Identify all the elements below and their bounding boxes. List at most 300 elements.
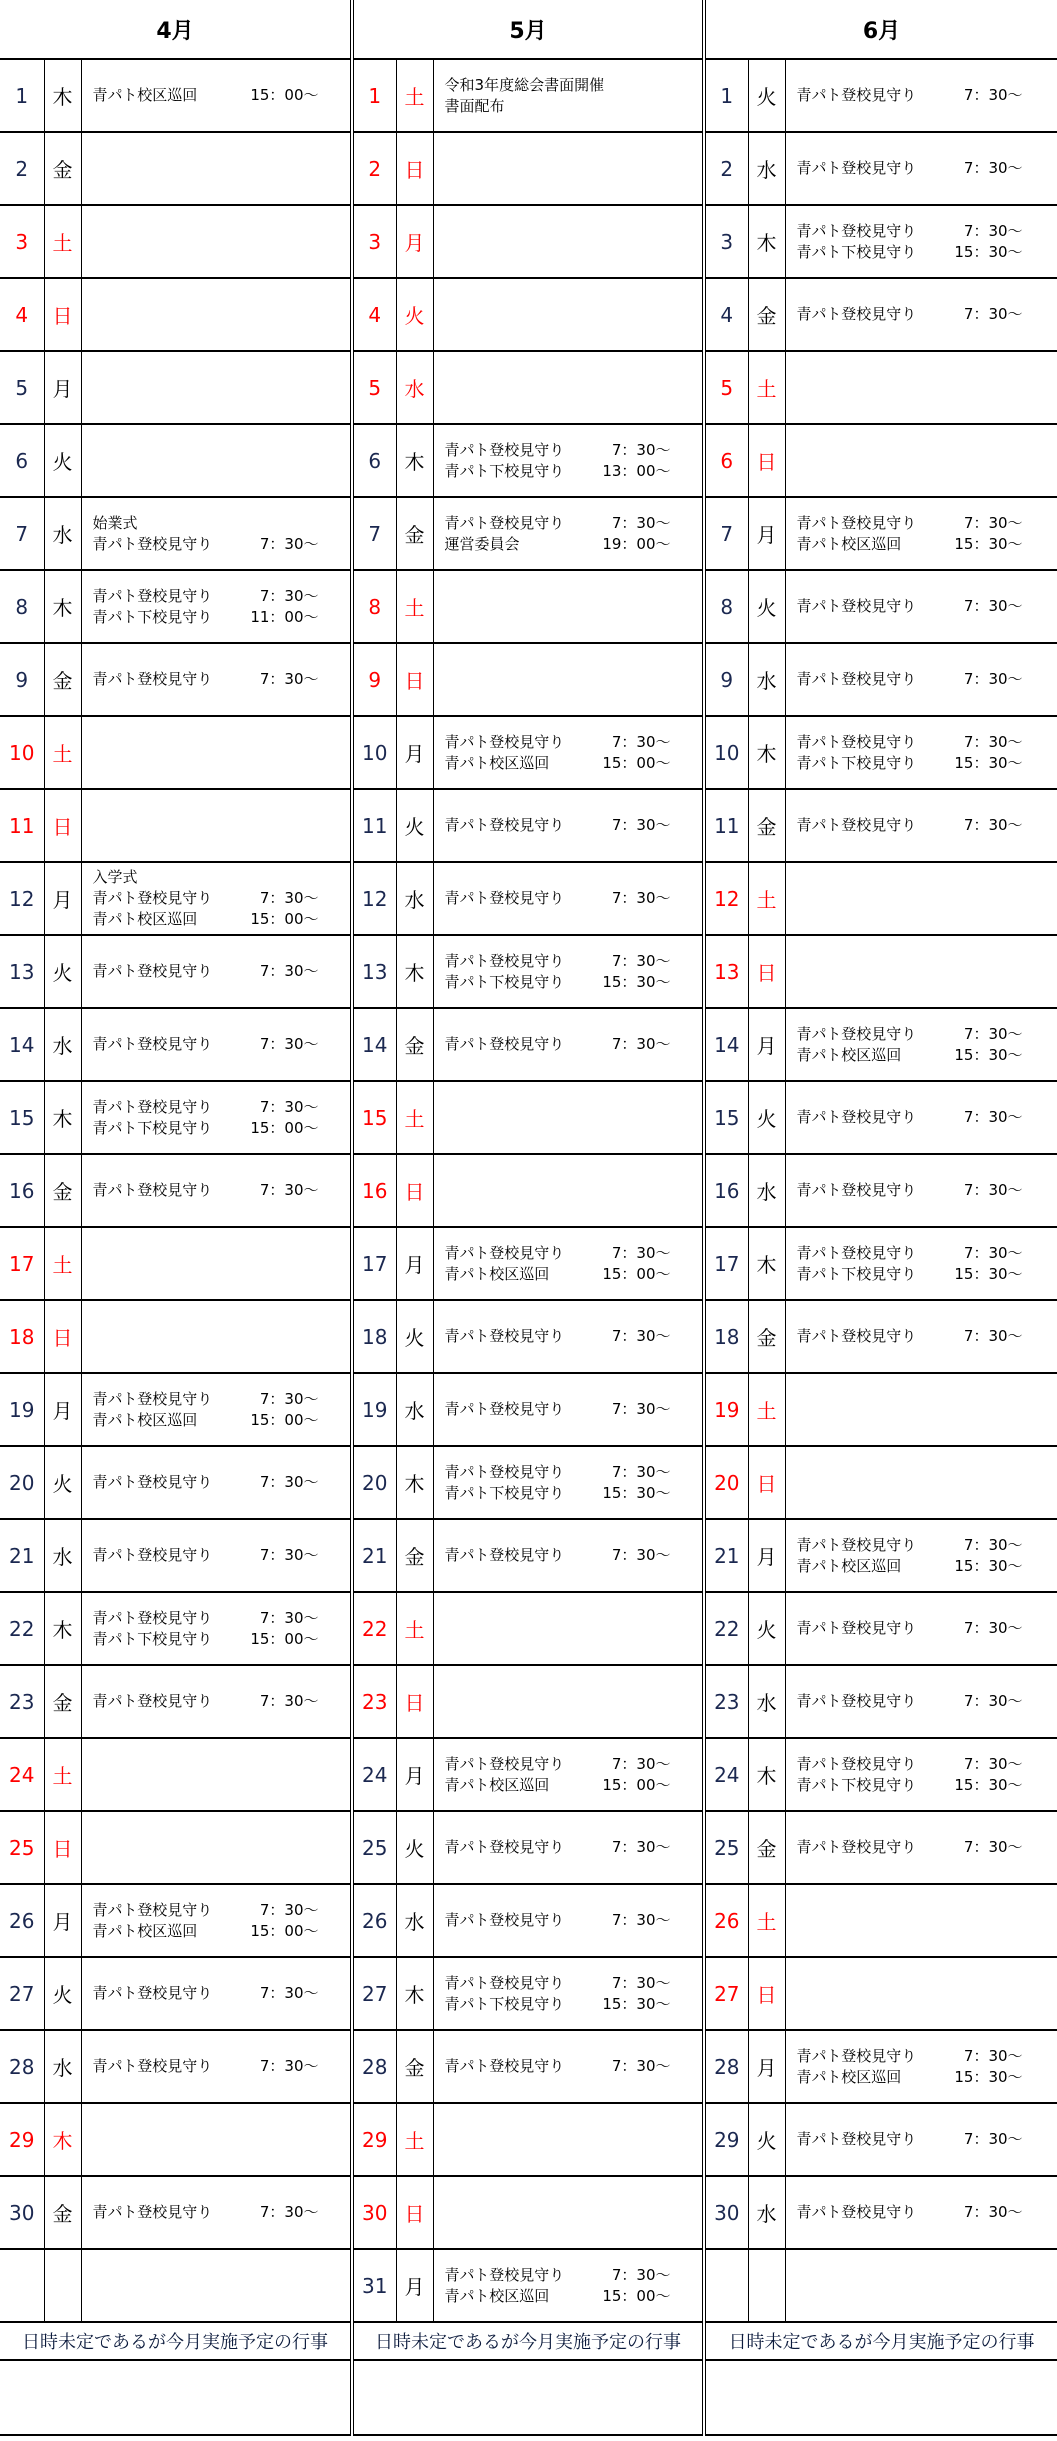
event-line bbox=[445, 534, 703, 555]
day-number: 1 bbox=[352, 59, 396, 132]
event-line bbox=[93, 1545, 351, 1566]
day-number: 15 bbox=[352, 1081, 396, 1154]
event-name: 青パト登校見守り bbox=[796, 816, 917, 834]
weekday: 火 bbox=[748, 59, 785, 132]
day-number: 14 bbox=[0, 1008, 44, 1081]
event-name: 青パト登校見守り bbox=[444, 732, 565, 751]
event-name: 青パト登校見守り bbox=[92, 1546, 213, 1564]
day-number: 26 bbox=[352, 1884, 396, 1957]
weekday: 金 bbox=[396, 1519, 433, 1592]
event-time: 7：30～ bbox=[611, 732, 671, 751]
event-name: 青パト下校見守り bbox=[444, 1994, 565, 2013]
event-name: 青パト下校見守り bbox=[796, 1775, 917, 1794]
weekday: 水 bbox=[748, 643, 785, 716]
event-name: 青パト登校見守り bbox=[92, 670, 213, 688]
day-number: 17 bbox=[352, 1227, 396, 1300]
day-number: 12 bbox=[0, 862, 44, 935]
event-line bbox=[797, 242, 1057, 263]
events-cell bbox=[81, 1227, 352, 1300]
event-line bbox=[797, 304, 1057, 325]
weekday: 日 bbox=[44, 789, 81, 862]
event-name: 青パト登校見守り bbox=[796, 2130, 917, 2148]
day-number: 17 bbox=[0, 1227, 44, 1300]
event-line bbox=[93, 1629, 351, 1650]
weekday: 金 bbox=[396, 497, 433, 570]
events-cell bbox=[433, 1665, 704, 1738]
day-number: 27 bbox=[704, 1957, 748, 2030]
event-time: 7：30～ bbox=[963, 159, 1023, 177]
events-cell bbox=[785, 205, 1057, 278]
events-cell bbox=[785, 1519, 1057, 1592]
day-row bbox=[0, 2103, 1057, 2176]
weekday: 土 bbox=[396, 1592, 433, 1665]
event-line bbox=[797, 1024, 1057, 1045]
day-number: 23 bbox=[0, 1665, 44, 1738]
weekday: 金 bbox=[396, 1008, 433, 1081]
event-line bbox=[797, 1754, 1057, 1775]
weekday: 月 bbox=[748, 497, 785, 570]
events-cell bbox=[81, 1300, 352, 1373]
event-line bbox=[797, 669, 1057, 690]
weekday: 土 bbox=[44, 1227, 81, 1300]
day-row bbox=[0, 1519, 1057, 1592]
events-cell bbox=[433, 1446, 704, 1519]
day-number bbox=[0, 2249, 44, 2322]
day-number: 9 bbox=[0, 643, 44, 716]
day-number: 4 bbox=[704, 278, 748, 351]
event-line bbox=[93, 1118, 351, 1139]
events-cell bbox=[433, 1227, 704, 1300]
day-number: 3 bbox=[0, 205, 44, 278]
weekday: 金 bbox=[748, 278, 785, 351]
event-line bbox=[93, 1097, 351, 1118]
event-time: 11：00～ bbox=[250, 607, 319, 626]
event-time: 7：30～ bbox=[259, 1546, 319, 1564]
day-number: 26 bbox=[704, 1884, 748, 1957]
events-cell bbox=[81, 1081, 352, 1154]
day-number: 27 bbox=[352, 1957, 396, 2030]
weekday: 金 bbox=[396, 2030, 433, 2103]
events-cell bbox=[785, 132, 1057, 205]
event-name: 青パト登校見守り bbox=[796, 305, 917, 323]
weekday: 水 bbox=[44, 1519, 81, 1592]
day-number: 25 bbox=[704, 1811, 748, 1884]
weekday: 火 bbox=[44, 935, 81, 1008]
event-line bbox=[797, 596, 1057, 617]
event-name: 入学式 bbox=[92, 868, 138, 886]
weekday: 金 bbox=[748, 1811, 785, 1884]
event-line bbox=[797, 753, 1057, 774]
event-name: 青パト登校見守り bbox=[444, 889, 565, 907]
events-cell bbox=[785, 643, 1057, 716]
day-number: 4 bbox=[352, 278, 396, 351]
event-line bbox=[797, 1180, 1057, 1201]
event-line bbox=[445, 1837, 703, 1858]
event-name: 青パト登校見守り bbox=[92, 1181, 213, 1199]
event-line bbox=[797, 2046, 1057, 2067]
day-number: 21 bbox=[0, 1519, 44, 1592]
events-cell bbox=[81, 132, 352, 205]
weekday: 木 bbox=[748, 1738, 785, 1811]
events-cell bbox=[81, 2249, 352, 2322]
day-row bbox=[0, 1300, 1057, 1373]
day-number: 15 bbox=[704, 1081, 748, 1154]
event-time: 7：30～ bbox=[963, 2203, 1023, 2221]
events-cell bbox=[785, 2249, 1057, 2322]
event-line bbox=[797, 221, 1057, 242]
events-cell bbox=[433, 59, 704, 132]
weekday: 月 bbox=[44, 1884, 81, 1957]
event-line bbox=[797, 1107, 1057, 1128]
events-cell bbox=[81, 1592, 352, 1665]
event-line bbox=[445, 2265, 703, 2286]
weekday: 土 bbox=[396, 570, 433, 643]
events-cell bbox=[81, 2176, 352, 2249]
event-line bbox=[797, 1691, 1057, 1712]
day-number: 13 bbox=[352, 935, 396, 1008]
day-number: 11 bbox=[704, 789, 748, 862]
day-number: 2 bbox=[352, 132, 396, 205]
weekday: 土 bbox=[396, 2103, 433, 2176]
weekday: 土 bbox=[44, 205, 81, 278]
weekday: 火 bbox=[44, 424, 81, 497]
events-cell bbox=[433, 1008, 704, 1081]
events-cell bbox=[81, 1519, 352, 1592]
events-cell bbox=[433, 570, 704, 643]
event-name: 青パト下校見守り bbox=[92, 1118, 213, 1137]
event-time: 7：30～ bbox=[963, 1181, 1023, 1199]
day-number: 8 bbox=[0, 570, 44, 643]
events-cell bbox=[81, 570, 352, 643]
event-time: 15：00～ bbox=[250, 1629, 319, 1648]
day-row bbox=[0, 1592, 1057, 1665]
event-line bbox=[797, 1837, 1057, 1858]
events-cell bbox=[785, 1592, 1057, 1665]
events-cell bbox=[81, 789, 352, 862]
events-cell bbox=[433, 424, 704, 497]
day-row bbox=[0, 59, 1057, 132]
event-time: 7：30～ bbox=[963, 1108, 1023, 1126]
event-name: 青パト登校見守り bbox=[444, 1546, 565, 1564]
events-cell bbox=[81, 2030, 352, 2103]
day-number: 6 bbox=[352, 424, 396, 497]
event-line bbox=[93, 1608, 351, 1629]
events-cell bbox=[81, 643, 352, 716]
day-number: 11 bbox=[0, 789, 44, 862]
event-line bbox=[797, 1775, 1057, 1796]
event-time: 7：30～ bbox=[611, 1546, 671, 1564]
event-name: 青パト下校見守り bbox=[444, 461, 565, 480]
events-cell bbox=[785, 1665, 1057, 1738]
event-name: 青パト登校見守り bbox=[92, 1473, 213, 1491]
weekday: 月 bbox=[44, 1373, 81, 1446]
event-name: 青パト下校見守り bbox=[796, 242, 917, 261]
day-number: 5 bbox=[352, 351, 396, 424]
event-name: 青パト下校見守り bbox=[796, 753, 917, 772]
events-cell bbox=[785, 2176, 1057, 2249]
events-cell bbox=[81, 1884, 352, 1957]
event-line bbox=[93, 607, 351, 628]
weekday: 土 bbox=[748, 1373, 785, 1446]
weekday: 木 bbox=[748, 716, 785, 789]
event-time: 7：30～ bbox=[259, 1608, 319, 1627]
weekday: 日 bbox=[396, 2176, 433, 2249]
day-number: 18 bbox=[352, 1300, 396, 1373]
event-time: 7：30～ bbox=[611, 1911, 671, 1929]
event-name: 青パト下校見守り bbox=[92, 1629, 213, 1648]
weekday: 日 bbox=[396, 643, 433, 716]
day-number: 29 bbox=[0, 2103, 44, 2176]
weekday: 水 bbox=[396, 862, 433, 935]
event-name: 青パト校区巡回 bbox=[444, 2286, 550, 2305]
day-row bbox=[0, 1884, 1057, 1957]
undetermined-events-label: 日時未定であるが今月実施予定の行事 bbox=[704, 2322, 1057, 2360]
weekday: 月 bbox=[396, 1227, 433, 1300]
event-time: 7：30～ bbox=[963, 670, 1023, 688]
weekday: 土 bbox=[396, 59, 433, 132]
day-number: 31 bbox=[352, 2249, 396, 2322]
day-number: 12 bbox=[704, 862, 748, 935]
weekday: 木 bbox=[44, 1081, 81, 1154]
weekday: 月 bbox=[44, 862, 81, 935]
event-name: 青パト登校見守り bbox=[444, 1973, 565, 1992]
event-name: 青パト登校見守り bbox=[444, 1754, 565, 1773]
day-row bbox=[0, 789, 1057, 862]
event-line bbox=[445, 2056, 703, 2077]
event-line bbox=[93, 586, 351, 607]
events-cell bbox=[785, 1154, 1057, 1227]
event-time: 15：30～ bbox=[602, 1994, 671, 2013]
event-time: 15：00～ bbox=[250, 1410, 319, 1429]
day-number: 30 bbox=[352, 2176, 396, 2249]
event-time: 7：30～ bbox=[259, 1984, 319, 2002]
event-line bbox=[797, 2202, 1057, 2223]
day-number: 21 bbox=[704, 1519, 748, 1592]
undetermined-events-label: 日時未定であるが今月実施予定の行事 bbox=[0, 2322, 352, 2360]
month-header-row bbox=[0, 0, 1057, 59]
day-row bbox=[0, 1081, 1057, 1154]
event-name: 青パト登校見守り bbox=[444, 2265, 565, 2284]
event-name: 青パト登校見守り bbox=[796, 732, 917, 751]
day-row bbox=[0, 1738, 1057, 1811]
day-number: 12 bbox=[352, 862, 396, 935]
events-cell bbox=[785, 2103, 1057, 2176]
event-name: 青パト登校見守り bbox=[92, 1097, 213, 1116]
events-cell bbox=[433, 497, 704, 570]
day-number: 24 bbox=[704, 1738, 748, 1811]
event-line bbox=[93, 669, 351, 690]
day-number: 19 bbox=[0, 1373, 44, 1446]
event-name: 青パト登校見守り bbox=[796, 1535, 917, 1554]
weekday: 木 bbox=[44, 2103, 81, 2176]
events-cell bbox=[785, 1373, 1057, 1446]
weekday: 月 bbox=[396, 2249, 433, 2322]
event-line bbox=[445, 1754, 703, 1775]
event-time: 7：30～ bbox=[259, 962, 319, 980]
day-row bbox=[0, 862, 1057, 935]
weekday: 金 bbox=[44, 1665, 81, 1738]
event-time: 7：30～ bbox=[259, 1097, 319, 1116]
event-time: 7：30～ bbox=[963, 221, 1023, 240]
day-number: 7 bbox=[352, 497, 396, 570]
events-cell bbox=[81, 59, 352, 132]
event-time: 7：30～ bbox=[963, 816, 1023, 834]
event-time: 7：30～ bbox=[963, 1024, 1023, 1043]
events-cell bbox=[785, 278, 1057, 351]
event-line bbox=[93, 2056, 351, 2077]
weekday: 火 bbox=[44, 1957, 81, 2030]
events-cell bbox=[81, 1957, 352, 2030]
weekday: 月 bbox=[748, 2030, 785, 2103]
undetermined-events-row bbox=[0, 2360, 1057, 2435]
weekday: 日 bbox=[748, 935, 785, 1008]
event-line bbox=[93, 1900, 351, 1921]
day-row bbox=[0, 424, 1057, 497]
event-line bbox=[445, 1034, 703, 1055]
day-number: 23 bbox=[704, 1665, 748, 1738]
day-number bbox=[704, 2249, 748, 2322]
event-line bbox=[93, 961, 351, 982]
day-row bbox=[0, 643, 1057, 716]
event-line bbox=[93, 1410, 351, 1431]
events-cell bbox=[433, 1300, 704, 1373]
day-row bbox=[0, 1811, 1057, 1884]
day-number: 19 bbox=[352, 1373, 396, 1446]
day-number: 14 bbox=[352, 1008, 396, 1081]
weekday: 日 bbox=[44, 1300, 81, 1373]
events-cell bbox=[433, 205, 704, 278]
events-cell bbox=[433, 935, 704, 1008]
day-number: 1 bbox=[0, 59, 44, 132]
event-name: 青パト登校見守り bbox=[796, 513, 917, 532]
events-cell bbox=[785, 1227, 1057, 1300]
day-number: 24 bbox=[0, 1738, 44, 1811]
events-cell bbox=[785, 1008, 1057, 1081]
events-cell bbox=[433, 278, 704, 351]
day-number: 9 bbox=[704, 643, 748, 716]
events-cell bbox=[81, 716, 352, 789]
day-number: 3 bbox=[704, 205, 748, 278]
event-line bbox=[445, 1545, 703, 1566]
undetermined-events-label-row bbox=[0, 2322, 1057, 2360]
day-number: 3 bbox=[352, 205, 396, 278]
event-time: 7：30～ bbox=[259, 889, 319, 907]
day-number: 17 bbox=[704, 1227, 748, 1300]
events-cell bbox=[785, 716, 1057, 789]
day-number: 26 bbox=[0, 1884, 44, 1957]
event-name: 青パト登校見守り bbox=[92, 2057, 213, 2075]
day-number: 25 bbox=[0, 1811, 44, 1884]
events-cell bbox=[785, 2030, 1057, 2103]
day-row bbox=[0, 2030, 1057, 2103]
event-line bbox=[445, 1399, 703, 1420]
event-name: 青パト登校見守り bbox=[444, 1911, 565, 1929]
weekday: 金 bbox=[44, 2176, 81, 2249]
day-row bbox=[0, 570, 1057, 643]
event-time: 7：30～ bbox=[259, 1473, 319, 1491]
events-cell bbox=[433, 1081, 704, 1154]
events-cell bbox=[785, 351, 1057, 424]
event-name: 青パト登校見守り bbox=[444, 816, 565, 834]
day-number: 29 bbox=[352, 2103, 396, 2176]
event-line bbox=[445, 972, 703, 993]
day-number: 5 bbox=[704, 351, 748, 424]
event-name: 青パト登校見守り bbox=[444, 1838, 565, 1856]
event-line bbox=[797, 534, 1057, 555]
event-line bbox=[445, 951, 703, 972]
event-name: 青パト登校見守り bbox=[796, 2046, 917, 2065]
event-name: 青パト登校見守り bbox=[444, 2057, 565, 2075]
day-row bbox=[0, 205, 1057, 278]
event-time: 7：30～ bbox=[259, 1035, 319, 1053]
weekday: 火 bbox=[396, 1811, 433, 1884]
events-cell bbox=[81, 497, 352, 570]
day-number: 16 bbox=[0, 1154, 44, 1227]
event-time: 15：00～ bbox=[602, 1264, 671, 1283]
event-line bbox=[445, 1483, 703, 1504]
event-name: 青パト登校見守り bbox=[796, 1619, 917, 1637]
events-cell bbox=[81, 424, 352, 497]
event-line bbox=[797, 1556, 1057, 1577]
events-cell bbox=[81, 1446, 352, 1519]
day-row bbox=[0, 497, 1057, 570]
event-name: 青パト下校見守り bbox=[444, 1483, 565, 1502]
event-line bbox=[797, 1045, 1057, 1066]
event-name: 青パト登校見守り bbox=[796, 159, 917, 177]
event-line bbox=[93, 1983, 351, 2004]
event-time: 7：30～ bbox=[259, 586, 319, 605]
event-line bbox=[445, 753, 703, 774]
weekday: 水 bbox=[396, 351, 433, 424]
events-cell bbox=[433, 862, 704, 935]
weekday: 水 bbox=[44, 497, 81, 570]
events-cell bbox=[785, 789, 1057, 862]
event-line bbox=[445, 2286, 703, 2307]
event-time: 7：30～ bbox=[963, 1327, 1023, 1345]
events-cell bbox=[433, 1592, 704, 1665]
weekday: 木 bbox=[44, 1592, 81, 1665]
event-line bbox=[93, 867, 351, 888]
day-row bbox=[0, 935, 1057, 1008]
events-cell bbox=[785, 1738, 1057, 1811]
event-name: 青パト校区巡回 bbox=[92, 1410, 198, 1429]
event-name: 青パト校区巡回 bbox=[796, 2067, 902, 2086]
day-number: 2 bbox=[0, 132, 44, 205]
event-name: 運営委員会 bbox=[444, 534, 520, 553]
events-cell bbox=[785, 862, 1057, 935]
event-line bbox=[445, 1462, 703, 1483]
event-time: 7：30～ bbox=[963, 2130, 1023, 2148]
event-name: 青パト登校見守り bbox=[444, 1035, 565, 1053]
weekday: 金 bbox=[44, 643, 81, 716]
day-number: 6 bbox=[704, 424, 748, 497]
event-name: 青パト登校見守り bbox=[92, 1389, 213, 1408]
event-line bbox=[93, 85, 351, 106]
events-cell bbox=[785, 497, 1057, 570]
events-cell bbox=[81, 1008, 352, 1081]
day-number: 20 bbox=[704, 1446, 748, 1519]
event-name: 青パト登校見守り bbox=[796, 221, 917, 240]
event-name: 青パト登校見守り bbox=[444, 951, 565, 970]
event-time: 7：30～ bbox=[963, 1619, 1023, 1637]
event-time: 7：30～ bbox=[611, 951, 671, 970]
day-number: 20 bbox=[0, 1446, 44, 1519]
weekday: 火 bbox=[396, 278, 433, 351]
events-cell bbox=[81, 935, 352, 1008]
weekday: 日 bbox=[396, 132, 433, 205]
event-line bbox=[797, 513, 1057, 534]
events-cell bbox=[433, 1957, 704, 2030]
